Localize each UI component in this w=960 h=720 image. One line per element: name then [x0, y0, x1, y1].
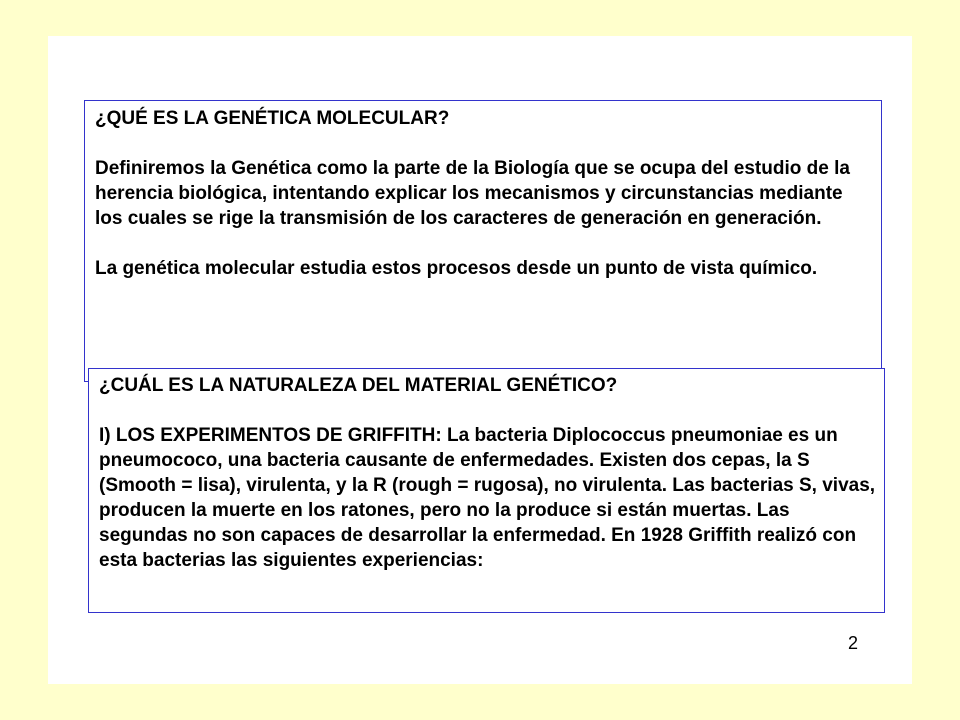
spacer [99, 398, 876, 423]
genetic-material-box [88, 368, 885, 613]
griffith-paragraph [99, 423, 876, 573]
spacer [95, 131, 873, 156]
section-title: ¿QUÉ ES LA GENÉTICA MOLECULAR? [95, 108, 450, 129]
spacer [95, 231, 873, 256]
molecular-genetics-paragraph: La genética molecular estudia estos procesos desde un punto de vista químico. [95, 258, 818, 279]
griffith-text: : La bacteria Diplococcus pneumoniae es un pneumococo, una bacteria causante de enfermedades. Existen dos cepas, la S (Smooth = lisa), virulenta, y la R (rough = rugosa), no virulenta. Las bacterias S, vivas, producen la muerte en los ratones, pero no la produce si están muertas. Las segundas no son capaces de desarrollar la enfermedad. En 1928 Griffith realizó con esta bacterias las siguientes experiencias: [99, 425, 876, 571]
section-title: ¿CUÁL ES LA NATURALEZA DEL MATERIAL GENÉTICO? [99, 375, 618, 396]
definition-paragraph: Definiremos la Genética como la parte de la Biología que se ocupa del estudio de la herencia biológica, intentando explicar los mecanismos y circunstancias mediante los cuales se rige la transmisión de los caracteres de generación en generación. [95, 158, 850, 229]
griffith-subheading: I) LOS EXPERIMENTOS DE GRIFFITH [99, 425, 436, 446]
genetics-definition-box [84, 100, 882, 382]
page-number: 2 [847, 633, 858, 653]
slide [48, 36, 912, 684]
